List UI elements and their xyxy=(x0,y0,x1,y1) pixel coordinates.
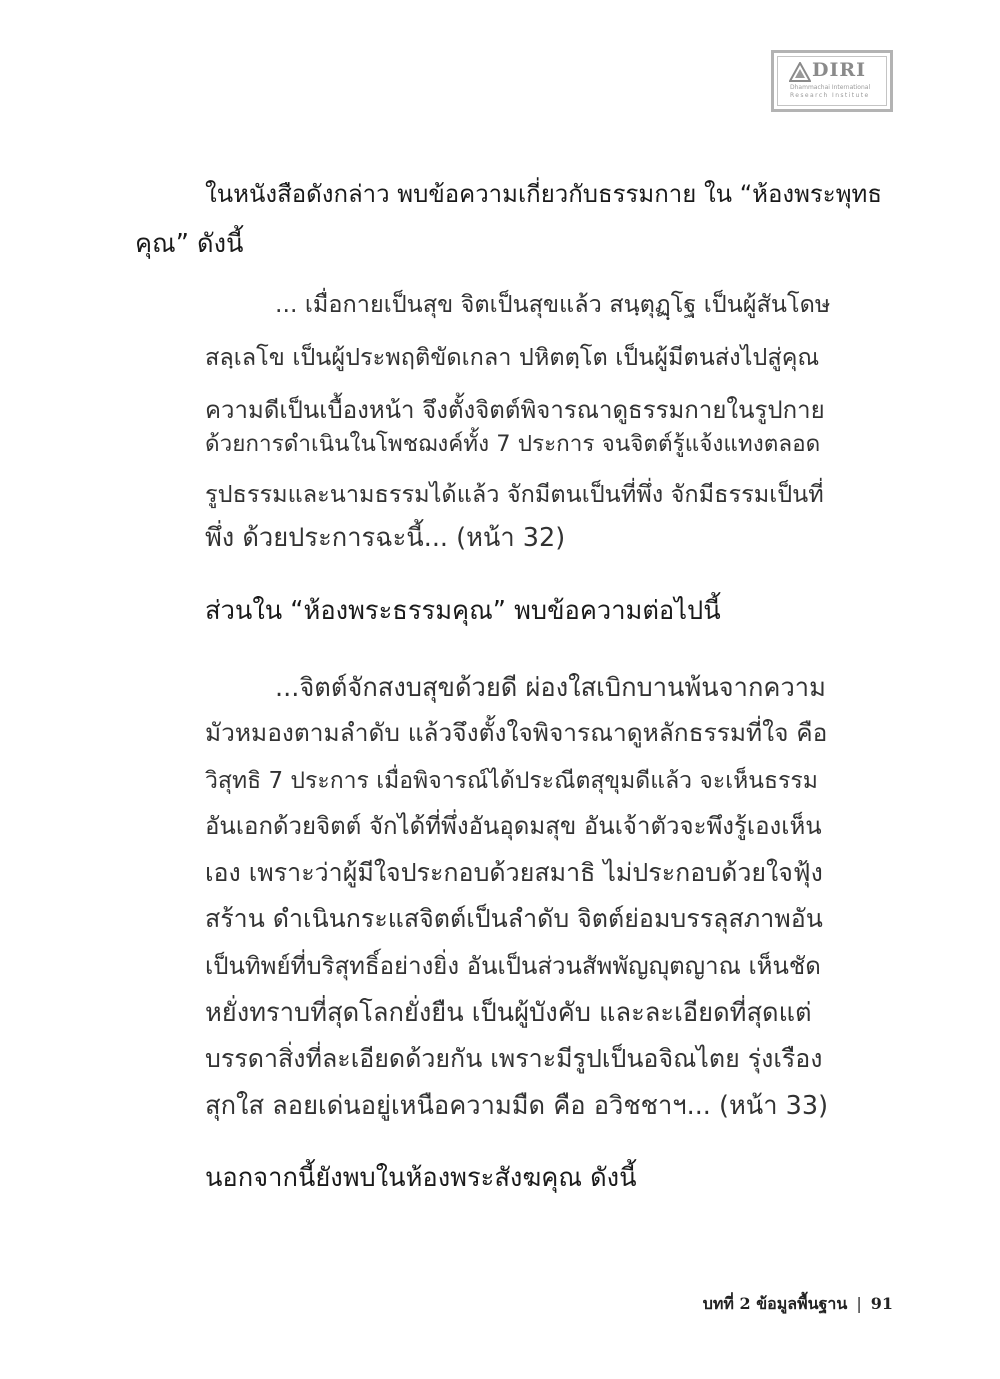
chapter-title: บทที่ 2 ข้อมูลพื้นฐาน xyxy=(702,1294,848,1313)
quote1-line-4: ด้วยการดำเนินในโพชฌงค์ทั้ง 7 ประการ จนจิตต์รู้แจ้งแทงตลอด xyxy=(205,431,821,457)
page-number: 91 xyxy=(870,1294,893,1313)
intro-line-1: ในหนังสือดังกล่าว พบข้อความเกี่ยวกับธรรมกาย ใน “ห้องพระพุทธ xyxy=(205,180,882,208)
quote2-line-6: สร้าน ดำเนินกระแสจิตต์เป็นลำดับ จิตต์ย่อมบรรลุสภาพอัน xyxy=(205,904,823,933)
diri-logo xyxy=(771,50,893,112)
quote1-line-6: พึ่ง ด้วยประการฉะนี้... (หน้า 32) xyxy=(205,523,566,553)
quote1-line-2: สลฺเลโข เป็นผู้ประพฤติขัดเกลา ปหิตตฺโต เป็นผู้มีตนส่งไปสู่คุณ xyxy=(205,343,820,371)
footer-separator: | xyxy=(856,1294,862,1313)
quote2-line-3: วิสุทธิ 7 ประการ เมื่อพิจารณ์ได้ประณีตสุขุมดีแล้ว จะเห็นธรรม xyxy=(205,768,818,794)
quote1-line-1: ... เมื่อกายเป็นสุข จิตเป็นสุขแล้ว สนฺตุฏฺโฐ เป็นผู้สันโดษ xyxy=(275,290,831,318)
section-heading-sangha: นอกจากนี้ยังพบในห้องพระสังฆคุณ ดังนี้ xyxy=(205,1163,637,1193)
quote1-line-3: ความดีเป็นเบื้องหน้า จึงตั้งจิตต์พิจารณาดูธรรมกายในรูปกาย xyxy=(205,396,825,424)
quote2-line-7: เป็นทิพย์ที่บริสุทธิ์อย่างยิ่ง อันเป็นส่วนสัพพัญญุตญาณ เห็นชัด xyxy=(205,952,821,980)
quote2-line-10: สุกใส ลอยเด่นอยู่เหนือความมืด คือ อวิชชาฯ... (หน้า 33) xyxy=(205,1091,829,1121)
quote1-line-5: รูปธรรมและนามธรรมได้แล้ว จักมีตนเป็นที่พึ่ง จักมีธรรมเป็นที่ xyxy=(205,480,824,508)
section-heading-dhamma: ส่วนใน “ห้องพระธรรมคุณ” พบข้อความต่อไปนี้ xyxy=(205,596,721,626)
quote2-line-1: ...จิตต์จักสงบสุขด้วยดี ผ่องใสเบิกบานพ้นจากความ xyxy=(275,673,826,703)
triangle-logo-icon xyxy=(789,62,811,82)
logo-subtitle-line1: Dhammachai International xyxy=(790,84,871,91)
quote2-line-4: อันเอกด้วยจิตต์ จักได้ที่พึ่งอันอุดมสุข อันเจ้าตัวจะพึงรู้เองเห็น xyxy=(205,812,822,840)
quote2-line-2: มัวหมองตามลำดับ แล้วจึงตั้งใจพิจารณาดูหลักธรรมที่ใจ คือ xyxy=(205,718,828,747)
quote2-line-9: บรรดาสิ่งที่ละเอียดด้วยกัน เพราะมีรูปเป็นอจิณไตย รุ่งเรือง xyxy=(205,1044,823,1073)
logo-subtitle-line2: Research Institute xyxy=(790,92,870,99)
quote2-line-8: หยั่งทราบที่สุดโลกยั่งยืน เป็นผู้บังคับ และละเอียดที่สุดแต่ xyxy=(205,998,812,1028)
logo-name: DIRI xyxy=(812,59,867,81)
page-footer xyxy=(703,1292,893,1317)
intro-line-2: คุณ” ดังนี้ xyxy=(135,229,244,259)
logo-subtitle xyxy=(790,84,874,100)
quote2-line-5: เอง เพราะว่าผู้มีใจประกอบด้วยสมาธิ ไม่ประกอบด้วยใจฟุ้ง xyxy=(205,858,823,887)
